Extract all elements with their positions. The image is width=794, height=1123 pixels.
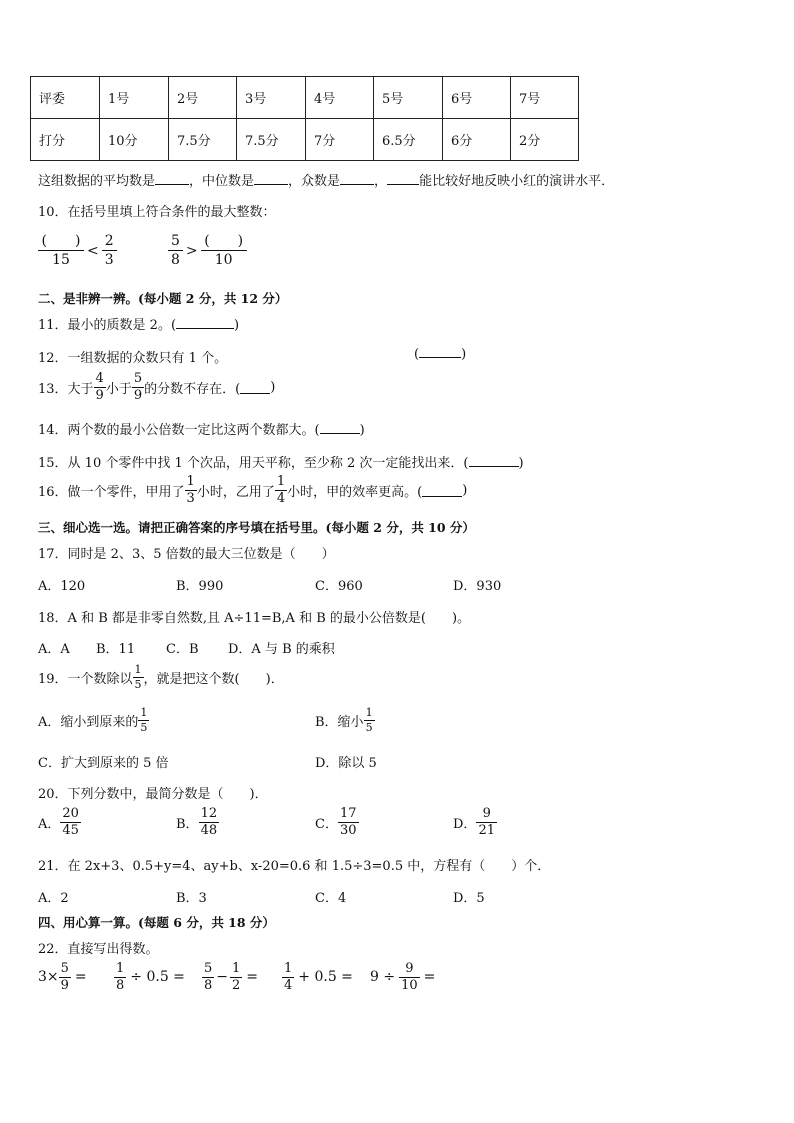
- fraction: $\frac{5}{8}$: [168, 234, 183, 267]
- calc-expr-1: 3× $\frac{5}{9}$ =: [38, 961, 87, 993]
- option-a[interactable]: A．A: [38, 642, 70, 657]
- question-18: 18．A 和 B 都是非零自然数,且 A÷11=B,A 和 B 的最小公倍数是( )。: [38, 611, 471, 626]
- fraction: $\frac{4}{9}$: [95, 371, 104, 403]
- question-15: 15．从 10 个零件中找 1 个次品，用天平称，至少称 2 次一定能找出来．( ): [38, 456, 524, 471]
- question-20: 20．下列分数中，最简分数是（ )．: [38, 787, 268, 802]
- answer-blank[interactable]: [469, 465, 519, 467]
- question-22: 22．直接写出得数。: [38, 942, 159, 957]
- option-c[interactable]: C．扩大到原来的 5 倍: [38, 756, 169, 771]
- fraction: $\frac{1}{8}$: [116, 961, 125, 993]
- question-11: 11．最小的质数是 2。( ): [38, 318, 240, 333]
- fraction: $\frac{9}{10}$: [401, 961, 418, 993]
- fraction: $\frac{9}{21}$: [478, 806, 495, 838]
- fraction: $\frac{1}{5}$: [140, 706, 148, 734]
- table-cell: 5号: [374, 77, 443, 119]
- option-b[interactable]: B．3: [176, 891, 207, 906]
- answer-blank[interactable]: [340, 183, 374, 185]
- calc-expr-5: 9 ÷ $\frac{9}{10}$ =: [370, 961, 436, 993]
- option-c[interactable]: C．B: [166, 642, 199, 657]
- fraction: $\frac{1}{4}$: [284, 961, 293, 993]
- section-3-heading: 三、细心选一选。请把正确答案的序号填在括号里。(每小题 2 分，共 10 分）: [38, 520, 475, 535]
- option-c[interactable]: C．960: [315, 579, 363, 594]
- table-cell: 7号: [511, 77, 579, 119]
- option-c[interactable]: C． $\frac{17}{30}$: [315, 806, 357, 838]
- table-header-row: [31, 77, 579, 119]
- question-9-text: 这组数据的平均数是 ，中位数是 ，众数是 ， 能比较好地反映小红的演讲水平．: [38, 174, 615, 189]
- fraction: $\frac{1}{4}$: [276, 474, 286, 506]
- calc-expr-3: $\frac{5}{8}$ − $\frac{1}{2}$ =: [204, 961, 259, 993]
- fraction: $\frac{5}{8}$: [204, 961, 213, 993]
- option-a[interactable]: A．2: [38, 891, 69, 906]
- answer-paren[interactable]: ( ): [201, 234, 247, 251]
- question-17: 17．同时是 2、3、5 倍数的最大三位数是（ ）: [38, 547, 335, 562]
- fraction: $\frac{20}{45}$: [62, 806, 79, 838]
- option-a[interactable]: A．120: [38, 579, 86, 594]
- question-16: 16．做一个零件，甲用了 $\frac{1}{3}$ 小时，乙用了 $\frac{1}{4}$ 小时，甲的效率更高。( ): [38, 474, 468, 506]
- question-14: 14．两个数的最小公倍数一定比这两个数都大。( ): [38, 423, 365, 438]
- fraction: $\frac{1}{2}$: [232, 961, 241, 993]
- table-cell: 6号: [443, 77, 511, 119]
- fraction: $\frac{17}{30}$: [339, 806, 357, 838]
- section-2-heading: 二、是非辨一辨。(每小题 2 分，共 12 分）: [38, 291, 288, 306]
- table-cell: 7分: [306, 119, 374, 161]
- question-12: 12．一组数据的众数只有 1 个。: [38, 351, 228, 366]
- option-a[interactable]: A． $\frac{20}{45}$: [38, 806, 79, 838]
- table-cell: 2号: [169, 77, 237, 119]
- table-cell: 3号: [237, 77, 306, 119]
- fraction: $\frac{( )}{10}$: [201, 234, 247, 267]
- fraction: $\frac{5}{9}$: [133, 371, 143, 403]
- table-cell: 7.5分: [237, 119, 306, 161]
- fraction: $\frac{( )}{15}$: [38, 234, 84, 267]
- option-d[interactable]: D．5: [453, 891, 485, 906]
- answer-blank[interactable]: [419, 356, 461, 358]
- option-d[interactable]: D． $\frac{9}{21}$: [453, 806, 495, 838]
- option-c[interactable]: C．4: [315, 891, 347, 906]
- calc-expr-4: $\frac{1}{4}$ + 0.5 =: [284, 961, 353, 993]
- answer-blank[interactable]: [320, 432, 360, 434]
- table-score-row: [31, 119, 579, 161]
- table-cell: 1号: [100, 77, 169, 119]
- option-d[interactable]: D．除以 5: [315, 756, 377, 771]
- score-table: [30, 76, 579, 161]
- option-b[interactable]: B．缩小 $\frac{1}{5}$: [315, 706, 373, 734]
- question-13: 13．大于 $\frac{4}{9}$ 小于 $\frac{5}{9}$ 的分数不存在．( ): [38, 371, 276, 403]
- fraction: $\frac{12}{48}$: [200, 806, 218, 838]
- table-cell: 打分: [31, 119, 100, 161]
- answer-blank[interactable]: [254, 183, 288, 185]
- question-10-expr-2: $\frac{5}{8}$ > $\frac{( )}{10}$: [168, 234, 247, 267]
- option-b[interactable]: B．990: [176, 579, 224, 594]
- fraction: $\frac{1}{5}$: [134, 663, 142, 691]
- table-cell: 评委: [31, 77, 100, 119]
- table-cell: 6.5分: [374, 119, 443, 161]
- option-a[interactable]: A．缩小到原来的 $\frac{1}{5}$: [38, 706, 148, 734]
- fraction: $\frac{1}{5}$: [365, 706, 373, 734]
- option-b[interactable]: B． $\frac{12}{48}$: [176, 806, 218, 838]
- question-10-expr-1: $\frac{( )}{15}$ < $\frac{2}{3}$: [38, 234, 117, 267]
- section-4-heading: 四、用心算一算。(每题 6 分，共 18 分）: [38, 915, 275, 930]
- answer-blank[interactable]: [387, 183, 419, 185]
- question-19: 19．一个数除以 $\frac{1}{5}$ ，就是把这个数( )．: [38, 663, 284, 691]
- option-d[interactable]: D．A 与 B 的乘积: [228, 642, 335, 657]
- option-d[interactable]: D．930: [453, 579, 502, 594]
- fraction: $\frac{1}{3}$: [186, 474, 195, 506]
- question-21: 21．在 2x+3、0.5+y=4、ay+b、x-20=0.6 和 1.5÷3=0.5 中，方程有（ ）个．: [38, 859, 551, 874]
- question-12-answer: ( ): [414, 347, 467, 362]
- option-b[interactable]: B．11: [96, 642, 136, 657]
- table-cell: 4号: [306, 77, 374, 119]
- calc-expr-2: $\frac{1}{8}$ ÷ 0.5 =: [116, 961, 185, 993]
- fraction: $\frac{5}{9}$: [60, 961, 69, 993]
- answer-blank[interactable]: [155, 183, 189, 185]
- table-cell: 2分: [511, 119, 579, 161]
- question-10-text: 10．在括号里填上符合条件的最大整数：: [38, 205, 276, 220]
- answer-blank[interactable]: [176, 327, 234, 329]
- fraction: $\frac{2}{3}$: [102, 234, 117, 267]
- answer-blank[interactable]: [240, 392, 270, 394]
- table-cell: 6分: [443, 119, 511, 161]
- table-cell: 7.5分: [169, 119, 237, 161]
- table-cell: 10分: [100, 119, 169, 161]
- answer-blank[interactable]: [422, 495, 462, 497]
- answer-paren[interactable]: ( ): [38, 234, 84, 251]
